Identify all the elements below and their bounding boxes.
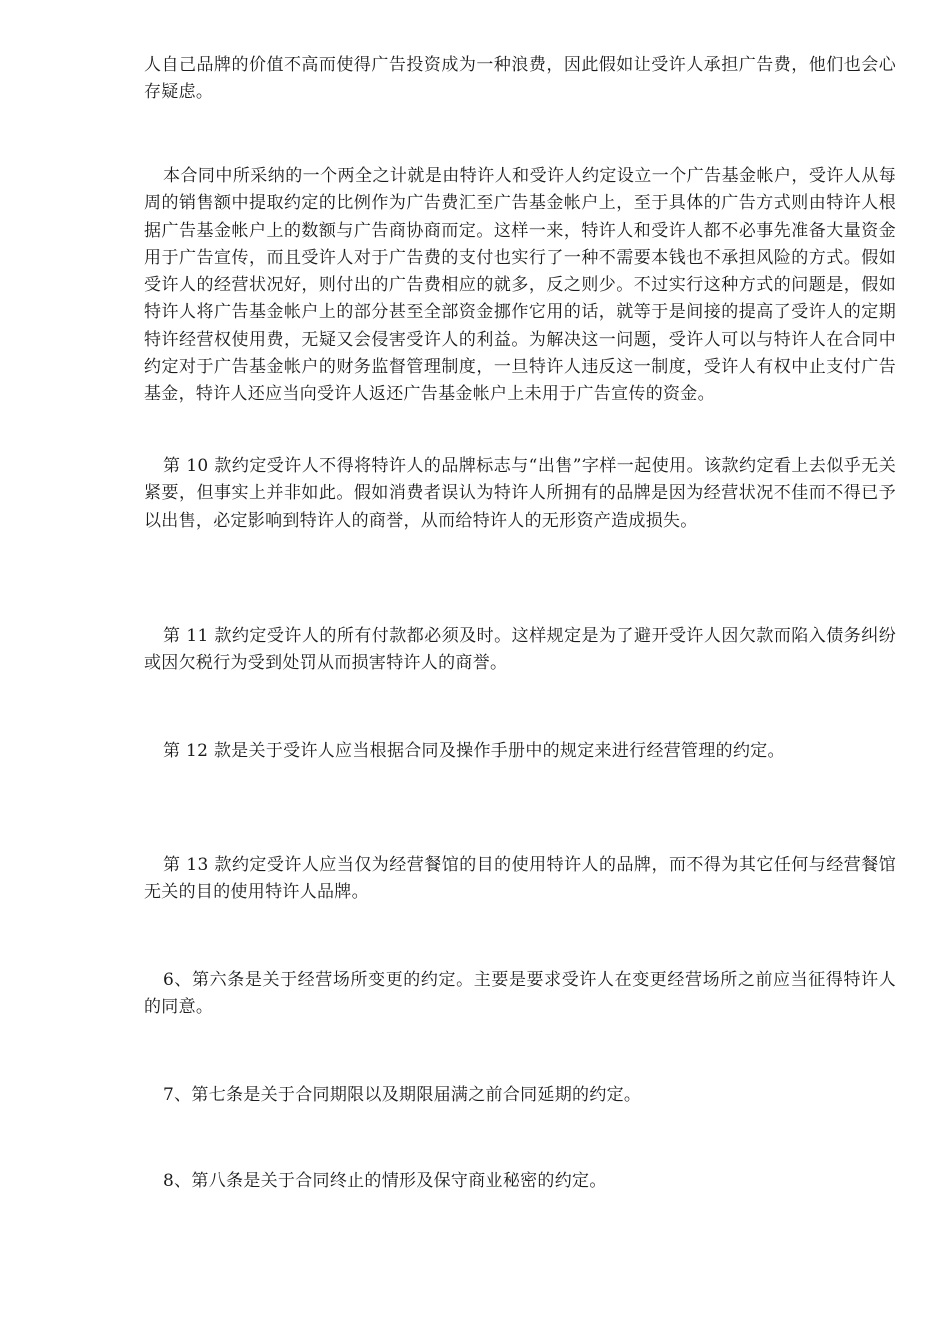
paragraph-article-6: 6、第六条是关于经营场所变更的约定。主要是要求受许人在变更经营场所之前应当征得特许人的同意。 bbox=[144, 970, 896, 1018]
paragraph-advertising-fund: 本合同中所采纳的一个两全之计就是由特许人和受许人约定设立一个广告基金帐户，受许人从每周的销售额中提取约定的比例作为广告费汇至广告基金帐户上，至于具体的广告方式则由特许人根据广告基金帐户上的数额与广告商协商而定。这样一来，特许人和受许人都不必事先准备大量资金用于广告宣传，而且受许人对于广告费的支付也实行了一种不需要本钱也不承担风险的方式。假如受许人的经营状况好，则付出的广告费相应的就多，反之则少。不过实行这种方式的问题是，假如特许人将广告基金帐户上的部分甚至全部资金挪作它用的话，就等于是间接的提高了受许人的定期特许经营权使用费，无疑又会侵害受许人的利益。为解决这一问题，受许人可以与特许人在合同中约定对于广告基金帐户的财务监督管理制度，一旦特许人违反这一制度，受许人有权中止支付广告基金，特许人还应当向受许人返还广告基金帐户上未用于广告宣传的资金。 bbox=[144, 166, 896, 405]
paragraph-clause-13: 第 13 款约定受许人应当仅为经营餐馆的目的使用特许人的品牌，而不得为其它任何与经营餐馆无关的目的使用特许人品牌。 bbox=[144, 855, 896, 903]
paragraph-article-7: 7、第七条是关于合同期限以及期限届满之前合同延期的约定。 bbox=[163, 1085, 642, 1105]
paragraph-article-8: 8、第八条是关于合同终止的情形及保守商业秘密的约定。 bbox=[163, 1171, 607, 1191]
paragraph-clause-12: 第 12 款是关于受许人应当根据合同及操作手册中的规定来进行经营管理的约定。 bbox=[163, 741, 785, 761]
paragraph-advertising-concern: 人自己品牌的价值不高而使得广告投资成为一种浪费，因此假如让受许人承担广告费，他们也会心存疑虑。 bbox=[144, 55, 896, 103]
paragraph-clause-10: 第 10 款约定受许人不得将特许人的品牌标志与“出售”字样一起使用。该款约定看上去似乎无关紧要，但事实上并非如此。假如消费者误认为特许人所拥有的品牌是因为经营状况不佳而不得已予以出售，必定影响到特许人的商誉，从而给特许人的无形资产造成损失。 bbox=[144, 456, 896, 531]
paragraph-clause-11: 第 11 款约定受许人的所有付款都必须及时。这样规定是为了避开受许人因欠款而陷入债务纠纷或因欠税行为受到处罚从而损害特许人的商誉。 bbox=[144, 626, 896, 674]
